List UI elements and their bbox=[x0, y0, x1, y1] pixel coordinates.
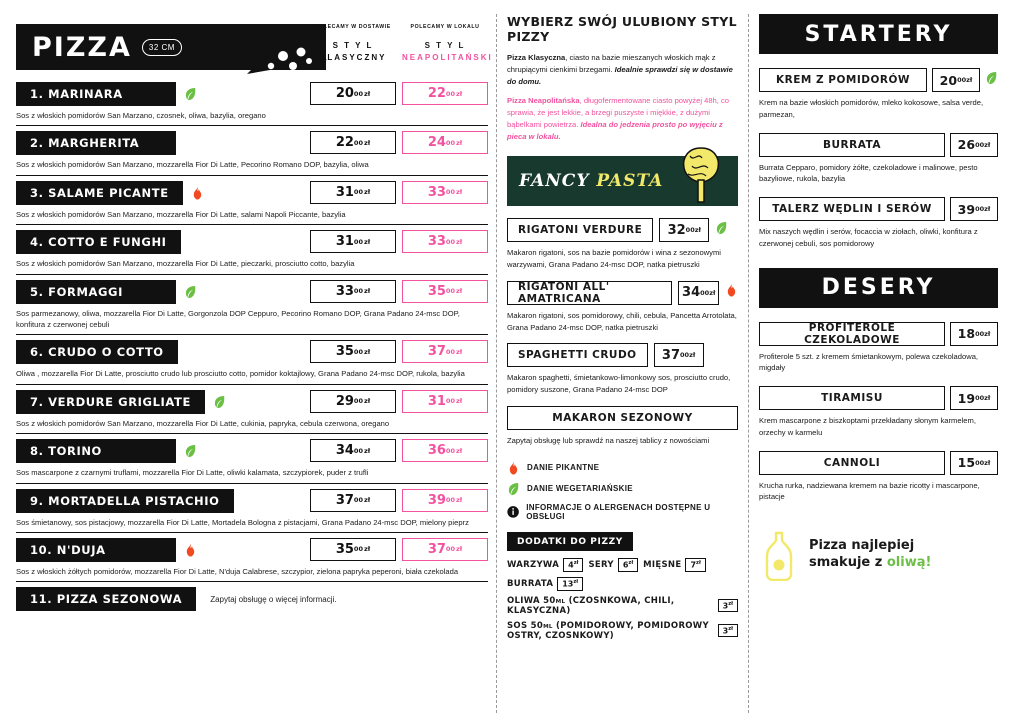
classic-style-paragraph: Pizza Klasyczna, ciasto na bazie mieszanych włoskich mąk z chrupiącymi cienkimi brzegami. Idealnie sprawdzi się w dostawie do domu. bbox=[507, 53, 733, 86]
pizza-item bbox=[16, 439, 488, 483]
price-n: 39 00 zł bbox=[402, 489, 488, 512]
style-and-pasta-column bbox=[496, 14, 748, 713]
column-header-classic bbox=[310, 24, 396, 63]
dodatki-item-name: OLIWA 50ML (CZOSNKOWA, CHILI, KLASYCZNA) bbox=[507, 595, 675, 616]
price-n: 22 00 zł bbox=[402, 82, 488, 105]
pizza-item-description: Sos z włoskich pomidorów San Marzano, mozzarella Fior Di Latte, cukinia, papryka, cebula czerwona, oregano bbox=[16, 418, 390, 428]
pizza-item-name: 9. MORTADELLA PISTACHIO bbox=[16, 489, 234, 513]
menu-item bbox=[759, 197, 998, 250]
pizza-item-name: 1. MARINARA bbox=[16, 82, 176, 106]
pizza-item-description: Sos śmietanowy, sos pistacjowy, mozzarella Fior Di Latte, Mortadela Bologna z pistacjami, Grana Padano 24-msc DOP, mielony pieprz bbox=[16, 517, 469, 527]
pizza-item-name: 10. N'DUJA bbox=[16, 538, 176, 562]
pizza-item-prices bbox=[310, 439, 488, 462]
pizza-item-name: 7. VERDURE GRIGLIATE bbox=[16, 390, 205, 414]
pizza-item-description: Sos parmezanowy, oliwa, mozzarella Fior Di Latte, Gorgonzola DOP Ceppuro, Pecorino Romano DOP, Grana Padano 24-msc DOP, konfitura z czerwonej cebuli bbox=[16, 308, 460, 329]
dodatki-item-price: $6^{zł}$ bbox=[618, 558, 638, 572]
menu-item-description: Profiterole 5 szt. z kremem śmietankowym, polewa czekoladowa, migdały bbox=[759, 351, 979, 373]
price-k: 35 00 zł bbox=[310, 538, 396, 561]
price-k: 35 00 zł bbox=[310, 340, 396, 363]
column-header-neapolitan bbox=[402, 24, 493, 63]
pizza-item-prices bbox=[310, 181, 488, 204]
legend-row bbox=[507, 461, 738, 475]
pizza-item bbox=[16, 280, 488, 336]
dodatki-item bbox=[507, 621, 738, 641]
flame-icon bbox=[725, 283, 738, 297]
startery-list bbox=[759, 68, 998, 250]
menu-item-price: 15 00 zł bbox=[950, 451, 998, 475]
dodatki-item-price: $3^{zł}$ bbox=[718, 624, 738, 638]
menu-item-name: TALERZ WĘDLIN I SERÓW bbox=[759, 197, 945, 221]
price-k: 33 00 zł bbox=[310, 280, 396, 303]
dodatki-item bbox=[507, 558, 583, 572]
startery-desery-column bbox=[748, 14, 998, 713]
menu-item bbox=[759, 133, 998, 186]
info-icon bbox=[507, 505, 519, 519]
leaf-icon bbox=[507, 482, 520, 496]
menu-item-price: 26 00 zł bbox=[950, 133, 998, 157]
flame-icon bbox=[507, 461, 520, 475]
pizza-item-description: Sos z włoskich pomidorów San Marzano, czosnek, oliwa, bazylia, oregano bbox=[16, 111, 266, 120]
menu-item-price: 19 00 zł bbox=[950, 386, 998, 410]
oliwa-line-2b: oliwą! bbox=[886, 555, 932, 571]
dodatki-items bbox=[507, 558, 738, 640]
pizza-seasonal-item bbox=[16, 587, 488, 615]
pasta-item-name: RIGATONI ALL' AMATRICANA bbox=[507, 281, 672, 305]
menu-item bbox=[759, 68, 998, 121]
menu-item-tags bbox=[985, 71, 998, 90]
page-title: PIZZA bbox=[32, 31, 132, 63]
leaf-icon bbox=[184, 87, 197, 101]
pizza-item-prices bbox=[310, 280, 488, 303]
legend-list bbox=[507, 461, 738, 521]
dodatki-section bbox=[507, 531, 738, 641]
pasta-item-price: 37 00 zł bbox=[654, 343, 704, 367]
oliwa-promo-text bbox=[809, 538, 931, 572]
pizza-item-tags bbox=[213, 395, 226, 409]
menu-item-description: Krem mascarpone z biszkoptami przekładany słonym karmelem, orzechy w karmelu bbox=[759, 416, 976, 437]
pasta-item bbox=[507, 281, 738, 334]
pizza-item bbox=[16, 538, 488, 582]
dodatki-item-price: $13^{zł}$ bbox=[557, 577, 583, 591]
price-k: 31 00 zł bbox=[310, 230, 396, 253]
pizza-item-description: Sos z włoskich pomidorów San Marzano, mozzarella Fior Di Latte, pieczarki, prosciutto cotto, bazylia bbox=[16, 259, 355, 269]
pizza-seasonal-note: Zapytaj obsługę o więcej informacji. bbox=[210, 594, 337, 604]
pasta-item-description: Zapytaj obsługę lub sprawdź na naszej tablicy z nowościami bbox=[507, 435, 710, 445]
dodatki-item-name: MIĘSNE bbox=[643, 560, 682, 571]
dodatki-item bbox=[588, 558, 638, 572]
dodatki-header: DODATKI DO PIZZY bbox=[507, 532, 633, 551]
pasta-item-name: SPAGHETTI CRUDO bbox=[507, 343, 648, 367]
oliwa-line-1: Pizza najlepiej bbox=[809, 538, 915, 554]
price-k: 34 00 zł bbox=[310, 439, 396, 462]
menu-item-price: 20 00 zł bbox=[932, 68, 980, 92]
pizza-item-prices bbox=[310, 538, 488, 561]
dodatki-item-name: SOS 50ML (POMIDOROWY, POMIDOROWY OSTRY, CZOSNKOWY) bbox=[507, 620, 709, 641]
pizza-item-description: Oliwa , mozzarella Fior Di Latte, prosciutto crudo lub prosciutto cotto, pomidor koktajlowy, Grana Padano 24-msc DOP, rukola, bazylia bbox=[16, 369, 465, 379]
dodatki-item-price: $3^{zł}$ bbox=[718, 599, 738, 613]
pizza-item bbox=[16, 230, 488, 274]
pasta-item-description: Makaron rigatoni, sos pomidorowy, chili, cebula, Pancetta Arrotolata, Grana Padano 24-msc DOP, natka pietruszki bbox=[507, 310, 737, 332]
price-n: 33 00 zł bbox=[402, 230, 488, 253]
pasta-item-description: Makaron spaghetti, śmietankowo-limonkowy sos, prosciutto crudo, pomidory suszone, Grana Padano 24-msc DOP bbox=[507, 373, 731, 395]
pizza-item bbox=[16, 82, 488, 126]
neapolitan-style-title: Pizza Neapolitańska bbox=[507, 96, 580, 106]
pizza-column bbox=[16, 14, 496, 713]
pizza-item-name: 3. SALAME PICANTE bbox=[16, 181, 183, 205]
pizza-item-prices bbox=[310, 390, 488, 413]
menu-item bbox=[759, 322, 998, 375]
menu-item bbox=[759, 451, 998, 504]
pizza-item bbox=[16, 489, 488, 533]
pizza-item-prices bbox=[310, 489, 488, 512]
menu-item-price: 18 00 zł bbox=[950, 322, 998, 346]
dodatki-item-price: $7^{zł}$ bbox=[685, 558, 705, 572]
style-neapolitan-label: S T Y L NEAPOLITAŃSKI bbox=[402, 41, 493, 62]
pizza-item-name: 2. MARGHERITA bbox=[16, 131, 176, 155]
oliwa-promo bbox=[759, 529, 998, 581]
price-n: 35 00 zł bbox=[402, 280, 488, 303]
fancy-pasta-logo bbox=[507, 156, 738, 206]
pizza-item-description: Sos z włoskich żółtych pomidorów, mozzarella Fior Di Latte, N'duja Calabrese, szczypior, zielona papryka peperoni, biała czekolada bbox=[16, 566, 459, 576]
pizza-item bbox=[16, 340, 488, 384]
pasta-logo-fancy: FANCY bbox=[519, 171, 590, 192]
price-k: 20 00 zł bbox=[310, 82, 396, 105]
pizza-size-badge: 32 CM bbox=[142, 39, 182, 56]
pizza-item-name: 4. COTTO E FUNGHI bbox=[16, 230, 181, 254]
price-n: 37 00 zł bbox=[402, 538, 488, 561]
menu-item-price: 39 00 zł bbox=[950, 197, 998, 221]
legend-label: INFORMACJE O ALERGENACH DOSTĘPNE U OBSŁUGI bbox=[526, 502, 711, 521]
menu-item-name: TIRAMISU bbox=[759, 386, 945, 410]
leaf-icon bbox=[985, 71, 998, 85]
leaf-icon bbox=[213, 395, 226, 409]
dodatki-item bbox=[507, 596, 738, 616]
pasta-item-price: 34 00 zł bbox=[678, 281, 719, 305]
pizza-item bbox=[16, 131, 488, 175]
style-headline: WYBIERZ SWÓJ ULUBIONY STYL PIZZY bbox=[507, 14, 737, 44]
pizza-item bbox=[16, 181, 488, 225]
pasta-item-price: 32 00 zł bbox=[659, 218, 709, 242]
leaf-icon bbox=[184, 444, 197, 458]
oliwa-line-2a: smakuje z bbox=[809, 555, 887, 571]
pasta-item bbox=[507, 218, 738, 271]
pasta-item-description: Makaron rigatoni, sos na bazie pomidorów i wina z sezonowymi warzywami, Grana Padano 24-msc DOP, natka pietruszki bbox=[507, 248, 721, 270]
delivery-note: POLECAMY W DOSTAWIE bbox=[315, 24, 391, 30]
dodatki-item-price: $4^{zł}$ bbox=[563, 558, 583, 572]
pizza-item-prices bbox=[310, 82, 488, 105]
menu-item-name: CANNOLI bbox=[759, 451, 945, 475]
pasta-item-tags bbox=[715, 221, 728, 240]
pizza-item-description: Sos z włoskich pomidorów San Marzano, mozzarella Fior Di Latte, salami Napoli Piccante, bazylia bbox=[16, 209, 346, 219]
pizza-item-name: 6. CRUDO O COTTO bbox=[16, 340, 178, 364]
classic-style-bold: Idealnie sprawdzi się w dostawie do domu. bbox=[507, 64, 733, 86]
leaf-icon bbox=[184, 285, 197, 299]
menu-item-description: Burrata Cepparo, pomidory żółte, czekoladowe i malinowe, pesto bazyliowe, rukola, bazylia bbox=[759, 162, 978, 184]
menu-item bbox=[759, 386, 998, 439]
neapolitan-style-bold: Idealna do jedzenia prosto po wyjęciu z pieca w lokalu. bbox=[507, 119, 723, 141]
flame-icon bbox=[184, 543, 197, 557]
dodatki-item bbox=[507, 577, 583, 591]
pasta-item-tags bbox=[725, 283, 738, 302]
dodatki-item-name: BURRATA bbox=[507, 578, 554, 589]
pizza-header bbox=[16, 24, 493, 82]
pasta-fork-icon bbox=[670, 140, 732, 204]
menu-item-name: PROFITEROLE CZEKOLADOWE bbox=[759, 322, 945, 346]
pizza-item-tags bbox=[184, 543, 197, 557]
pizza-list bbox=[16, 82, 488, 582]
price-n: 31 00 zł bbox=[402, 390, 488, 413]
pasta-item-name: MAKARON SEZONOWY bbox=[507, 406, 738, 430]
pasta-list bbox=[507, 218, 738, 446]
pizza-seasonal-name: 11. PIZZA SEZONOWA bbox=[16, 587, 196, 611]
pizza-item-name: 8. TORINO bbox=[16, 439, 176, 463]
pizza-item-prices bbox=[310, 230, 488, 253]
flame-icon bbox=[191, 186, 204, 200]
legend-row bbox=[507, 482, 738, 496]
menu-item-description: Krucha rurka, nadziewana kremem na bazie ricotty i mascarpone, pistacje bbox=[759, 480, 980, 502]
price-k: 22 00 zł bbox=[310, 131, 396, 154]
price-column-headers bbox=[310, 24, 493, 63]
menu-item-description: Krem na bazie włoskich pomidorów, mleko kokosowe, salsa verde, parmezan, bbox=[759, 98, 984, 119]
price-n: 24 00 zł bbox=[402, 131, 488, 154]
menu-item-description: Mix naszych wędlin i serów, focaccia w ziołach, oliwki, konfitura z czerwonej cebuli, sos pomidorowy bbox=[759, 227, 978, 248]
price-n: 33 00 zł bbox=[402, 181, 488, 204]
price-k: 37 00 zł bbox=[310, 489, 396, 512]
menu-item-name: BURRATA bbox=[759, 133, 945, 157]
pasta-logo-pasta: PASTA bbox=[596, 171, 664, 192]
pizza-item-tags bbox=[191, 186, 204, 200]
local-note: POLECAMY W LOKALU bbox=[410, 24, 480, 30]
neapolitan-style-paragraph: Pizza Neapolitańska, długofermentowane ciasto powyżej 48h, co sprawia, że jest lekkie, a brzegi puszyste i miękkie, z dużymi bąbelkami powietrza. Idealna do jedzenia prosto po wyjęciu z pieca w lokalu. bbox=[507, 96, 730, 141]
classic-style-title: Pizza Klasyczna bbox=[507, 53, 566, 62]
legend-label: DANIE WEGETARIAŃSKIE bbox=[527, 484, 633, 494]
legend-label: DANIE PIKANTNE bbox=[527, 463, 600, 473]
price-n: 36 00 zł bbox=[402, 439, 488, 462]
pizza-item-prices bbox=[310, 340, 488, 363]
dodatki-item bbox=[643, 558, 706, 572]
price-k: 29 00 zł bbox=[310, 390, 396, 413]
menu-columns bbox=[16, 14, 1008, 713]
pizza-item-prices bbox=[310, 131, 488, 154]
startery-banner: STARTERY bbox=[759, 14, 998, 54]
desery-list bbox=[759, 322, 998, 504]
dodatki-item-name: SERY bbox=[588, 560, 614, 571]
pizza-item-description: Sos mascarpone z czarnymi truflami, mozzarella Fior Di Latte, oliwki kalamata, szczypiorek, puder z trufli bbox=[16, 468, 369, 478]
pizza-item-tags bbox=[184, 285, 197, 299]
pasta-item bbox=[507, 343, 738, 396]
pizza-item-tags bbox=[184, 87, 197, 101]
pizza-item bbox=[16, 390, 488, 434]
price-n: 37 00 zł bbox=[402, 340, 488, 363]
price-k: 31 00 zł bbox=[310, 181, 396, 204]
pizza-item-description: Sos z włoskich pomidorów San Marzano, mozzarella Fior Di Latte, Pecorino Romano DOP, bazylia, oliwa bbox=[16, 160, 369, 170]
pasta-item bbox=[507, 406, 738, 447]
legend-row bbox=[507, 503, 738, 521]
pizza-item-tags bbox=[184, 444, 197, 458]
desery-banner: DESERY bbox=[759, 268, 998, 308]
menu-item-name: KREM Z POMIDORÓW bbox=[759, 68, 927, 92]
oil-bottle-icon bbox=[759, 529, 799, 581]
dodatki-item-name: WARZYWA bbox=[507, 560, 560, 571]
pasta-item-name: RIGATONI VERDURE bbox=[507, 218, 653, 242]
leaf-icon bbox=[715, 221, 728, 235]
style-classic-label: S T Y L KLASYCZNY bbox=[319, 41, 387, 62]
pizza-item-name: 5. FORMAGGI bbox=[16, 280, 176, 304]
